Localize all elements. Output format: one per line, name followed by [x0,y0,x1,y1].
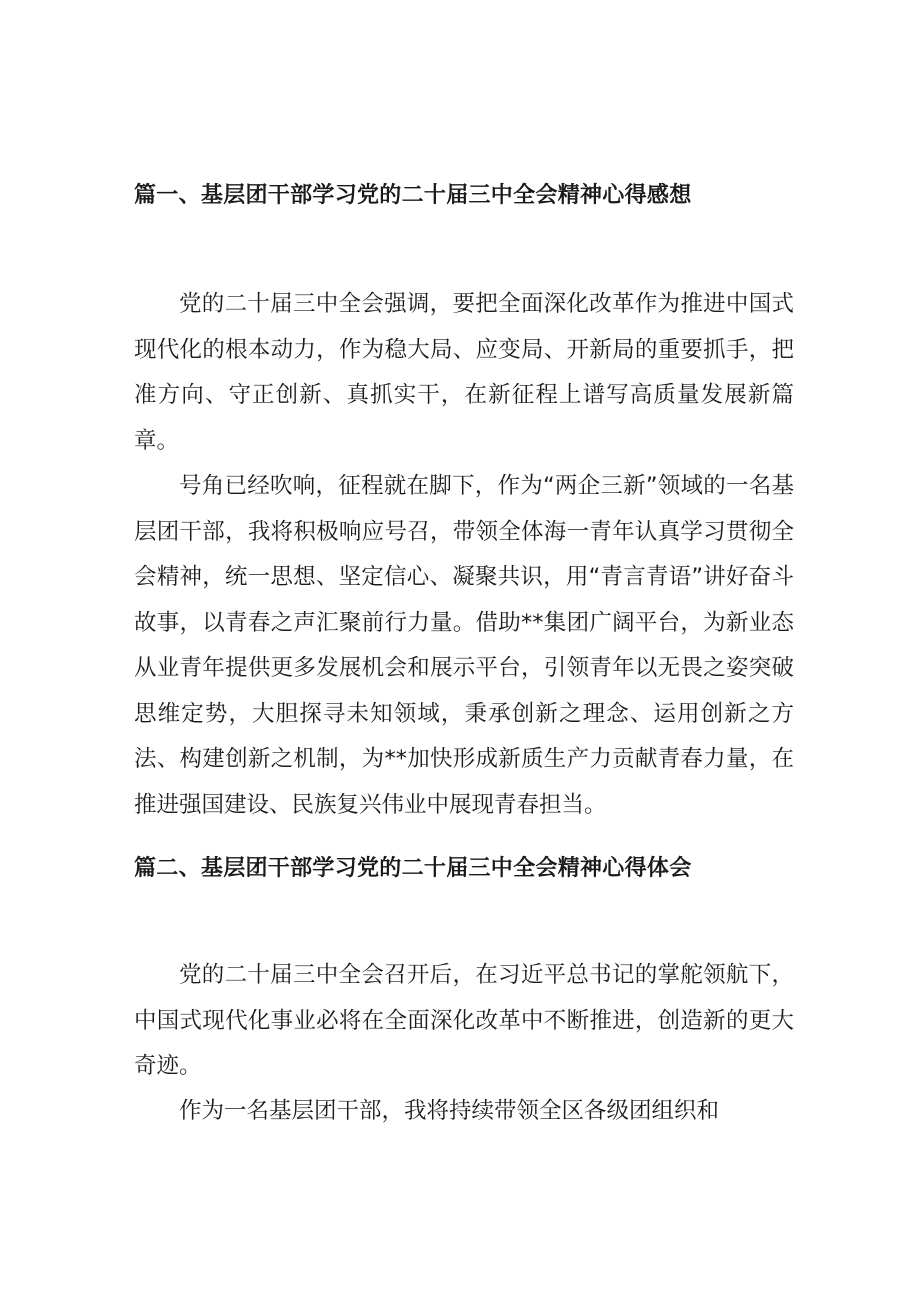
section-2-heading: 篇二、基层团干部学习党的二十届三中全会精神心得体会 [134,856,692,881]
section-1-paragraph-1: 党的二十届三中全会强调，要把全面深化改革作为推进中国式现代化的根本动力，作为稳大局、应变局、开新局的重要抓手，把准方向、守正创新、真抓实干，在新征程上谱写高质量发展新篇章。 [134,291,794,454]
section-2-paragraph-1: 党的二十届三中全会召开后，在习近平总书记的掌舵领航下，中国式现代化事业必将在全面深化改革中不断推进，创造新的更大奇迹。 [134,962,794,1079]
section-1-paragraph-2: 号角已经吹响，征程就在脚下，作为“两企三新”领域的一名基层团干部，我将积极响应号召，带领全体海一青年认真学习贯彻全会精神，统一思想、坚定信心、凝聚共识，用“青言青语”讲好奋斗故事，以青春之声汇聚前行力量。借助**集团广阔平台，为新业态从业青年提供更多发展机会和展示平台，引领青年以无畏之姿突破思维定势，大胆探寻未知领域，秉承创新之理念、运用创新之方法、构建创新之机制，为**加快形成新质生产力贡献青春力量，在推进强国建设、民族复兴伟业中展现青春担当。 [134,473,794,818]
section-1-heading: 篇一、基层团干部学习党的二十届三中全会精神心得感想 [134,183,692,208]
section-2-paragraph-2: 作为一名基层团干部，我将持续带领全区各级团组织和 [179,1098,720,1124]
